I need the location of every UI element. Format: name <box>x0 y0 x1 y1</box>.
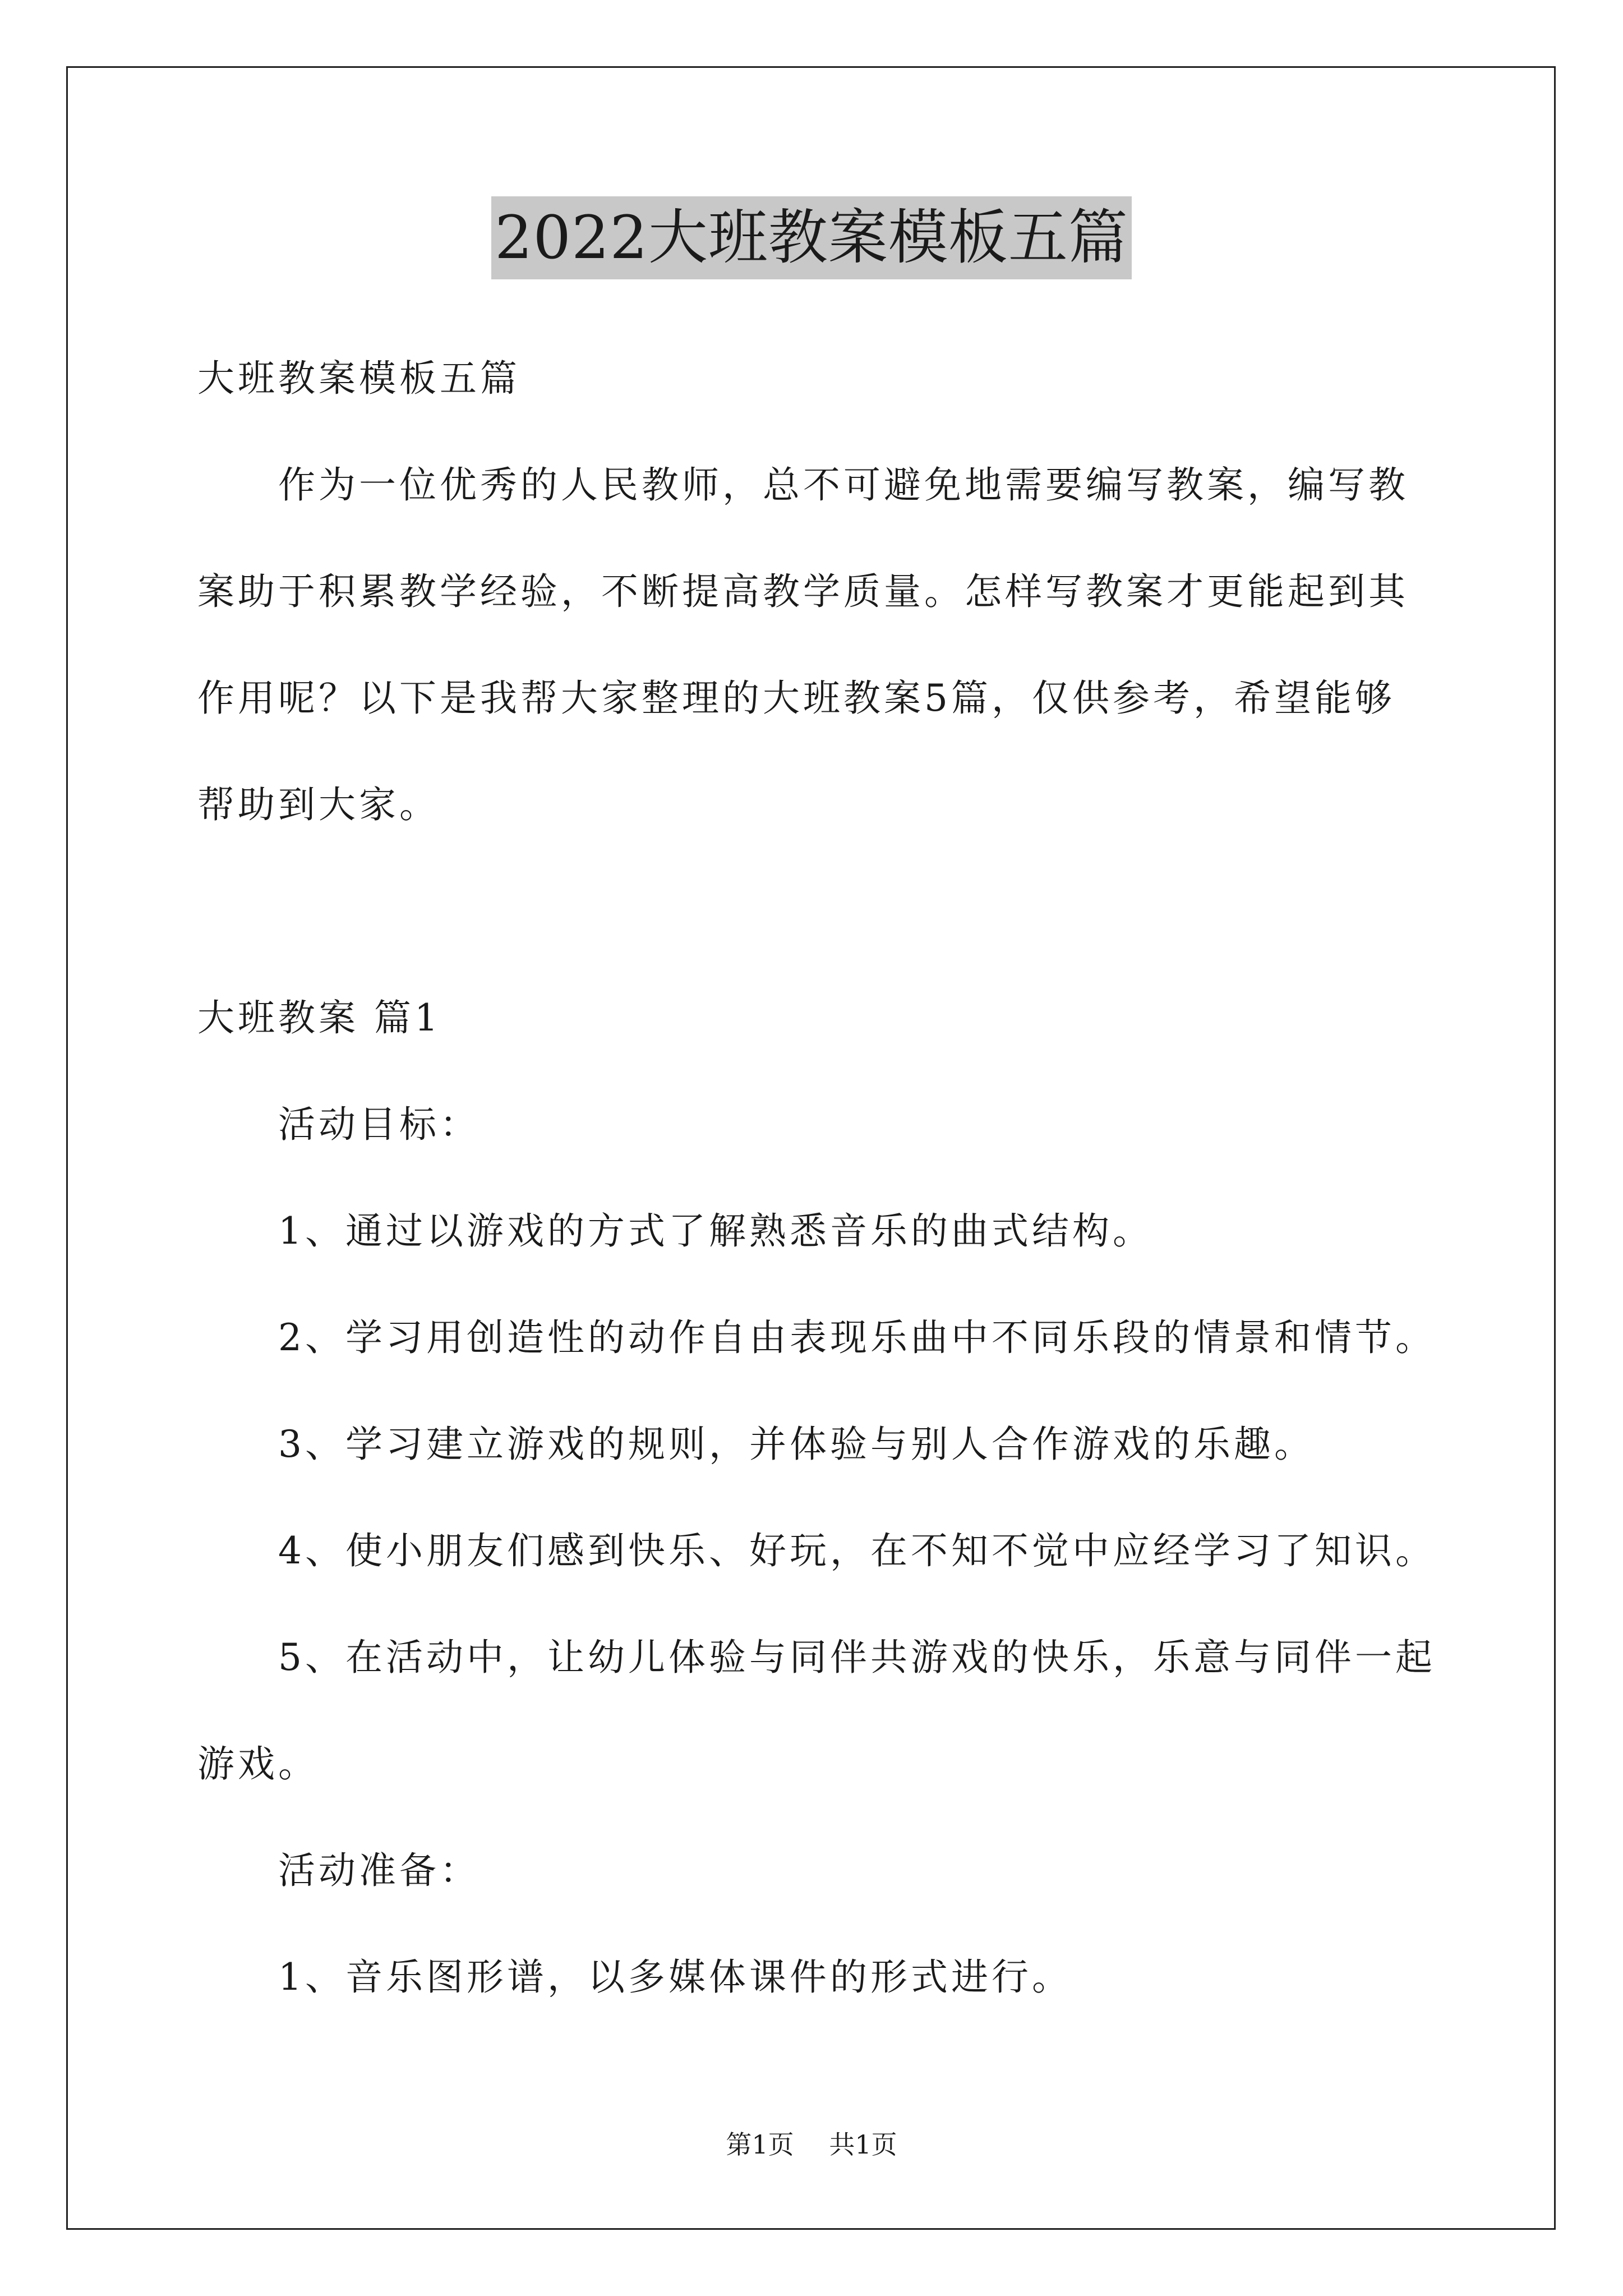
page-footer <box>0 2128 1623 2161</box>
section-heading: 大班教案 篇1 <box>197 996 441 1039</box>
goals-heading: 活动目标： <box>278 1103 480 1146</box>
document-subtitle: 大班教案模板五篇 <box>197 357 520 400</box>
prep-item: 1、音乐图形谱，以多媒体课件的形式进行。 <box>278 1955 1072 1999</box>
intro-line: 帮助到大家。 <box>197 783 440 826</box>
goal-item: 2、学习用创造性的动作自由表现乐曲中不同乐段的情景和情节。 <box>278 1316 1436 1359</box>
goal-item: 1、通过以游戏的方式了解熟悉音乐的曲式结构。 <box>278 1209 1153 1253</box>
goal-item: 5、在活动中，让幼儿体验与同伴共游戏的快乐，乐意与同伴一起 <box>278 1636 1436 1679</box>
goal-item-continuation: 游戏。 <box>197 1742 319 1786</box>
intro-line: 作用呢？以下是我帮大家整理的大班教案5篇，仅供参考，希望能够 <box>197 677 1395 720</box>
intro-line: 作为一位优秀的人民教师，总不可避免地需要编写教案，编写教 <box>278 463 1409 507</box>
goal-item: 4、使小朋友们感到快乐、好玩，在不知不觉中应经学习了知识。 <box>278 1529 1436 1572</box>
goal-item: 3、学习建立游戏的规则，并体验与别人合作游戏的乐趣。 <box>278 1423 1315 1466</box>
document-title: 2022大班教案模板五篇 <box>491 196 1132 279</box>
intro-line: 案助于积累教学经验，不断提高教学质量。怎样写教案才更能起到其 <box>197 570 1409 613</box>
page-number-current: 第1页 <box>726 2129 794 2160</box>
page-number-total: 共1页 <box>829 2129 897 2160</box>
title-container <box>0 196 1623 279</box>
prep-heading: 活动准备： <box>278 1849 480 1892</box>
